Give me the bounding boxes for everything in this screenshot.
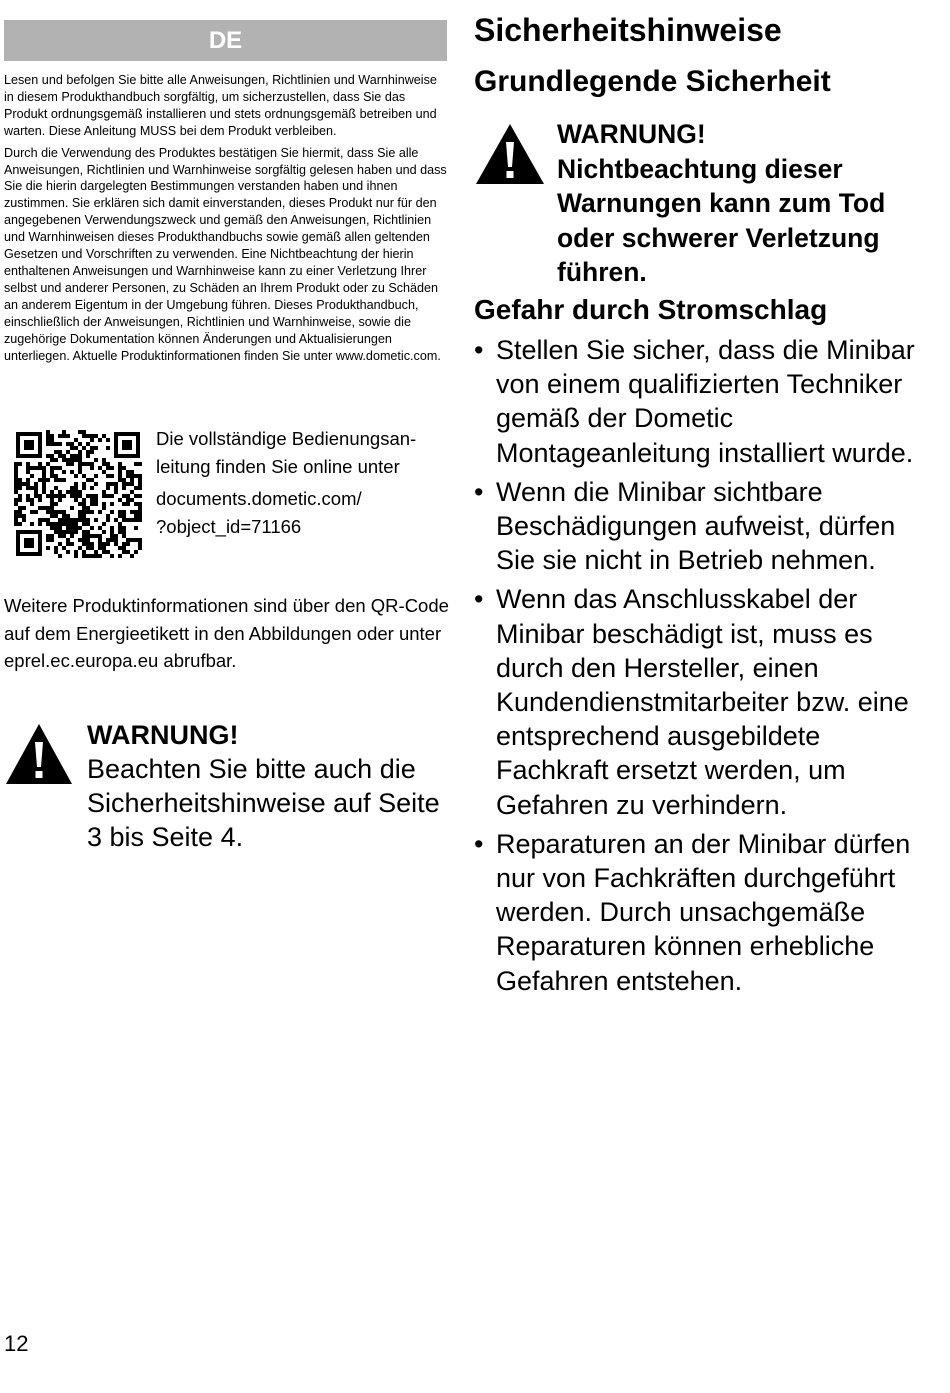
qr-line-1: Die vollständige Bedienungsan- <box>156 428 417 449</box>
list-item: • Stellen Sie sicher, dass die Minibar von einem qualifizierten Techniker gemäß der Dometic Montageanleitung installiert wurde. <box>474 333 934 470</box>
list-item: • Reparaturen an der Minibar dürfen nur von Fachkräften durchgeführt werden. Durch unsachgemäße Reparaturen können erhebliche Gefahren entstehen. <box>474 827 934 998</box>
intro-text <box>4 72 448 369</box>
electric-shock-heading: Gefahr durch Stromschlag <box>474 294 828 325</box>
qr-code-icon <box>14 430 142 558</box>
intro-paragraph-2: Durch die Verwendung des Produktes bestätigen Sie hiermit, dass Sie alle Anweisungen, Richtlinien und Warnhinweise sorgfältig gelesen haben und dass Sie die hierin dargelegten Bestimmungen verstanden haben und ihnen zustimmen. Sie erklären sich damit einverstanden, dieses Produkt nur für den angegebenen Verwendungszweck und gemäß den Anweisungen, Richtlinien und Warnhinweisen dieses Produkthandbuchs sowie gemäß allen geltenden Gesetzen und Vorschriften zu verwenden. Eine Nichtbeachtung der hierin enthaltenen Anweisungen und Warnhinweise kann zu einer Verletzung Ihrer selbst und anderer Personen, zu Schäden an Ihrem Produkt oder zu Schäden an anderem Eigentum in der Umgebung führen. Dieses Produkthandbuch, einschließlich der Anweisungen, Richtlinien und Warnhinweise, sowie die zugehörige Dokumentation können Änderungen und Aktualisierungen unterliegen. Aktuelle Produktinformationen finden Sie unter www.dometic.com. <box>4 145 447 363</box>
qr-url-line-2[interactable]: ?object_id=71166 <box>156 516 302 537</box>
section-subheading: Grundlegende Sicherheit <box>474 65 831 98</box>
warning-triangle-icon <box>474 122 546 186</box>
qr-url-line-1[interactable]: documents.dometic.com/ <box>156 488 362 509</box>
list-item: • Wenn das Anschlusskabel der Minibar beschädigt ist, muss es durch den Hersteller, einen Kundendienstmitarbeiter bzw. eine entsprechend ausgebildete Fachkraft ersetzt werden, um Gefahren zu verhindern. <box>474 582 934 821</box>
warning-box-left <box>87 718 447 854</box>
section-heading: Sicherheitshinweise <box>474 12 782 48</box>
warning-box-right <box>557 117 937 290</box>
warning-text: Beachten Sie bitte auch die Sicherheitshinweise auf Seite 3 bis Seite 4. <box>87 754 440 852</box>
warning-text: Nichtbeachtung dieser Warnungen kann zum Tod oder schwerer Verletzung führen. <box>557 153 886 287</box>
qr-instructions <box>156 425 456 541</box>
qr-line-2: leitung finden Sie online unter <box>156 456 400 477</box>
warning-title: WARNUNG! <box>87 720 239 750</box>
warning-title: WARNUNG! <box>557 119 706 149</box>
page-number: 12 <box>4 1331 29 1356</box>
more-info-text: Weitere Produktinformationen sind über den QR-Code auf dem Energieetikett in den Abbildungen oder unter eprel.ec.europa.eu abrufbar. <box>4 595 449 671</box>
language-header: DE <box>4 20 447 61</box>
warning-triangle-icon <box>4 722 74 786</box>
safety-bullet-list <box>474 333 934 1003</box>
list-item: • Wenn die Minibar sichtbare Beschädigungen aufweist, dürfen Sie sie nicht in Betrieb nehmen. <box>474 475 934 578</box>
intro-paragraph-1: Lesen und befolgen Sie bitte alle Anweisungen, Richtlinien und Warnhinweise in diesem Produkthandbuch sorgfältig, um sicherzustellen, dass Sie das Produkt ordnungsgemäß installieren und stets ordnungsgemäß betreiben und warten. Diese Anleitung MUSS bei dem Produkt verbleiben. <box>4 73 437 138</box>
